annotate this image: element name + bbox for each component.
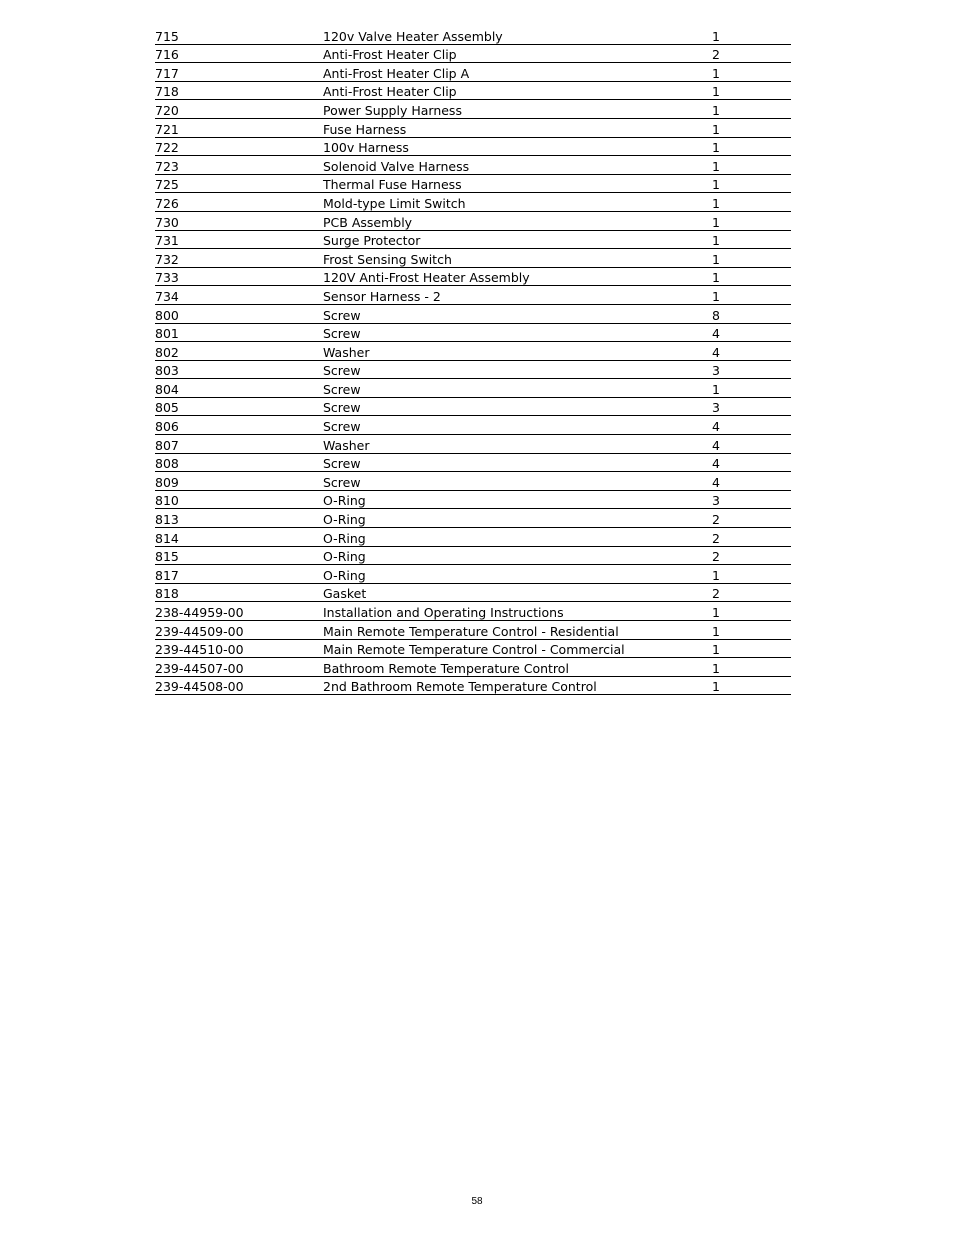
description-cell: Washer xyxy=(323,342,704,361)
description-cell: O-Ring xyxy=(323,490,704,509)
part-number-cell: 718 xyxy=(155,81,323,100)
table-row xyxy=(155,676,791,695)
description-cell: Screw xyxy=(323,416,704,435)
quantity-cell: 3 xyxy=(704,490,791,509)
part-number-cell: 801 xyxy=(155,323,323,342)
quantity-cell: 1 xyxy=(704,286,791,305)
description-cell: Fuse Harness xyxy=(323,118,704,137)
description-cell: O-Ring xyxy=(323,509,704,528)
part-number-cell: 239-44508-00 xyxy=(155,676,323,695)
description-cell: O-Ring xyxy=(323,565,704,584)
part-number-cell: 806 xyxy=(155,416,323,435)
table-row xyxy=(155,342,791,361)
part-number-cell: 810 xyxy=(155,490,323,509)
part-number-cell: 803 xyxy=(155,360,323,379)
quantity-cell: 1 xyxy=(704,174,791,193)
description-cell: Screw xyxy=(323,472,704,491)
part-number-cell: 239-44509-00 xyxy=(155,621,323,640)
quantity-cell: 4 xyxy=(704,342,791,361)
part-number-cell: 814 xyxy=(155,528,323,547)
quantity-cell: 4 xyxy=(704,435,791,454)
description-cell: Installation and Operating Instructions xyxy=(323,602,704,621)
part-number-cell: 720 xyxy=(155,100,323,119)
description-cell: Main Remote Temperature Control - Residential xyxy=(323,621,704,640)
table-row xyxy=(155,63,791,82)
part-number-cell: 809 xyxy=(155,472,323,491)
part-number-cell: 239-44510-00 xyxy=(155,639,323,658)
table-row xyxy=(155,44,791,63)
description-cell: Solenoid Valve Harness xyxy=(323,156,704,175)
table-row xyxy=(155,379,791,398)
part-number-cell: 732 xyxy=(155,249,323,268)
table-row xyxy=(155,230,791,249)
quantity-cell: 2 xyxy=(704,583,791,602)
description-cell: Mold-type Limit Switch xyxy=(323,193,704,212)
table-row xyxy=(155,118,791,137)
description-cell: Bathroom Remote Temperature Control xyxy=(323,658,704,677)
table-row xyxy=(155,174,791,193)
table-row xyxy=(155,435,791,454)
part-number-cell: 238-44959-00 xyxy=(155,602,323,621)
quantity-cell: 1 xyxy=(704,621,791,640)
table-row xyxy=(155,304,791,323)
quantity-cell: 2 xyxy=(704,44,791,63)
description-cell: Frost Sensing Switch xyxy=(323,249,704,268)
table-row xyxy=(155,81,791,100)
description-cell: Power Supply Harness xyxy=(323,100,704,119)
quantity-cell: 1 xyxy=(704,137,791,156)
quantity-cell: 1 xyxy=(704,118,791,137)
description-cell: 120v Valve Heater Assembly xyxy=(323,26,704,44)
part-number-cell: 807 xyxy=(155,435,323,454)
quantity-cell: 3 xyxy=(704,397,791,416)
table-row xyxy=(155,193,791,212)
quantity-cell: 2 xyxy=(704,509,791,528)
quantity-cell: 1 xyxy=(704,676,791,695)
quantity-cell: 8 xyxy=(704,304,791,323)
table-row xyxy=(155,211,791,230)
page-number: 58 xyxy=(471,1196,483,1207)
description-cell: Screw xyxy=(323,397,704,416)
table-row xyxy=(155,249,791,268)
description-cell: Screw xyxy=(323,323,704,342)
quantity-cell: 1 xyxy=(704,211,791,230)
table-row xyxy=(155,621,791,640)
quantity-cell: 3 xyxy=(704,360,791,379)
part-number-cell: 723 xyxy=(155,156,323,175)
description-cell: Anti-Frost Heater Clip xyxy=(323,81,704,100)
table-row xyxy=(155,658,791,677)
table-row xyxy=(155,453,791,472)
description-cell: Main Remote Temperature Control - Commercial xyxy=(323,639,704,658)
table-row xyxy=(155,26,791,44)
part-number-cell: 802 xyxy=(155,342,323,361)
quantity-cell: 1 xyxy=(704,267,791,286)
part-number-cell: 239-44507-00 xyxy=(155,658,323,677)
table-row xyxy=(155,137,791,156)
quantity-cell: 4 xyxy=(704,323,791,342)
table-row xyxy=(155,546,791,565)
description-cell: 100v Harness xyxy=(323,137,704,156)
part-number-cell: 818 xyxy=(155,583,323,602)
description-cell: PCB Assembly xyxy=(323,211,704,230)
description-cell: Thermal Fuse Harness xyxy=(323,174,704,193)
part-number-cell: 734 xyxy=(155,286,323,305)
quantity-cell: 1 xyxy=(704,639,791,658)
table-row xyxy=(155,100,791,119)
description-cell: Sensor Harness - 2 xyxy=(323,286,704,305)
table-row xyxy=(155,416,791,435)
quantity-cell: 1 xyxy=(704,230,791,249)
part-number-cell: 800 xyxy=(155,304,323,323)
description-cell: Washer xyxy=(323,435,704,454)
parts-table xyxy=(155,26,791,695)
quantity-cell: 1 xyxy=(704,249,791,268)
quantity-cell: 2 xyxy=(704,546,791,565)
table-row xyxy=(155,639,791,658)
table-row xyxy=(155,323,791,342)
table-row xyxy=(155,602,791,621)
quantity-cell: 1 xyxy=(704,156,791,175)
description-cell: Surge Protector xyxy=(323,230,704,249)
description-cell: O-Ring xyxy=(323,546,704,565)
quantity-cell: 1 xyxy=(704,63,791,82)
part-number-cell: 731 xyxy=(155,230,323,249)
table-row xyxy=(155,397,791,416)
quantity-cell: 4 xyxy=(704,453,791,472)
table-row xyxy=(155,360,791,379)
table-row xyxy=(155,267,791,286)
description-cell: Anti-Frost Heater Clip xyxy=(323,44,704,63)
quantity-cell: 1 xyxy=(704,26,791,44)
table-row xyxy=(155,286,791,305)
part-number-cell: 722 xyxy=(155,137,323,156)
description-cell: 2nd Bathroom Remote Temperature Control xyxy=(323,676,704,695)
part-number-cell: 716 xyxy=(155,44,323,63)
part-number-cell: 813 xyxy=(155,509,323,528)
part-number-cell: 717 xyxy=(155,63,323,82)
description-cell: Screw xyxy=(323,453,704,472)
part-number-cell: 808 xyxy=(155,453,323,472)
table-row xyxy=(155,528,791,547)
quantity-cell: 1 xyxy=(704,602,791,621)
part-number-cell: 715 xyxy=(155,26,323,44)
quantity-cell: 4 xyxy=(704,472,791,491)
quantity-cell: 4 xyxy=(704,416,791,435)
description-cell: Screw xyxy=(323,360,704,379)
description-cell: Gasket xyxy=(323,583,704,602)
quantity-cell: 1 xyxy=(704,658,791,677)
quantity-cell: 1 xyxy=(704,193,791,212)
part-number-cell: 733 xyxy=(155,267,323,286)
table-row xyxy=(155,509,791,528)
table-row xyxy=(155,156,791,175)
quantity-cell: 2 xyxy=(704,528,791,547)
part-number-cell: 815 xyxy=(155,546,323,565)
quantity-cell: 1 xyxy=(704,379,791,398)
table-row xyxy=(155,490,791,509)
part-number-cell: 804 xyxy=(155,379,323,398)
table-row xyxy=(155,583,791,602)
table-row xyxy=(155,565,791,584)
quantity-cell: 1 xyxy=(704,565,791,584)
quantity-cell: 1 xyxy=(704,100,791,119)
quantity-cell: 1 xyxy=(704,81,791,100)
description-cell: Screw xyxy=(323,379,704,398)
part-number-cell: 805 xyxy=(155,397,323,416)
description-cell: 120V Anti-Frost Heater Assembly xyxy=(323,267,704,286)
description-cell: Screw xyxy=(323,304,704,323)
part-number-cell: 725 xyxy=(155,174,323,193)
description-cell: O-Ring xyxy=(323,528,704,547)
part-number-cell: 817 xyxy=(155,565,323,584)
table-row xyxy=(155,472,791,491)
part-number-cell: 721 xyxy=(155,118,323,137)
part-number-cell: 726 xyxy=(155,193,323,212)
parts-table-body xyxy=(155,26,791,695)
part-number-cell: 730 xyxy=(155,211,323,230)
description-cell: Anti-Frost Heater Clip A xyxy=(323,63,704,82)
